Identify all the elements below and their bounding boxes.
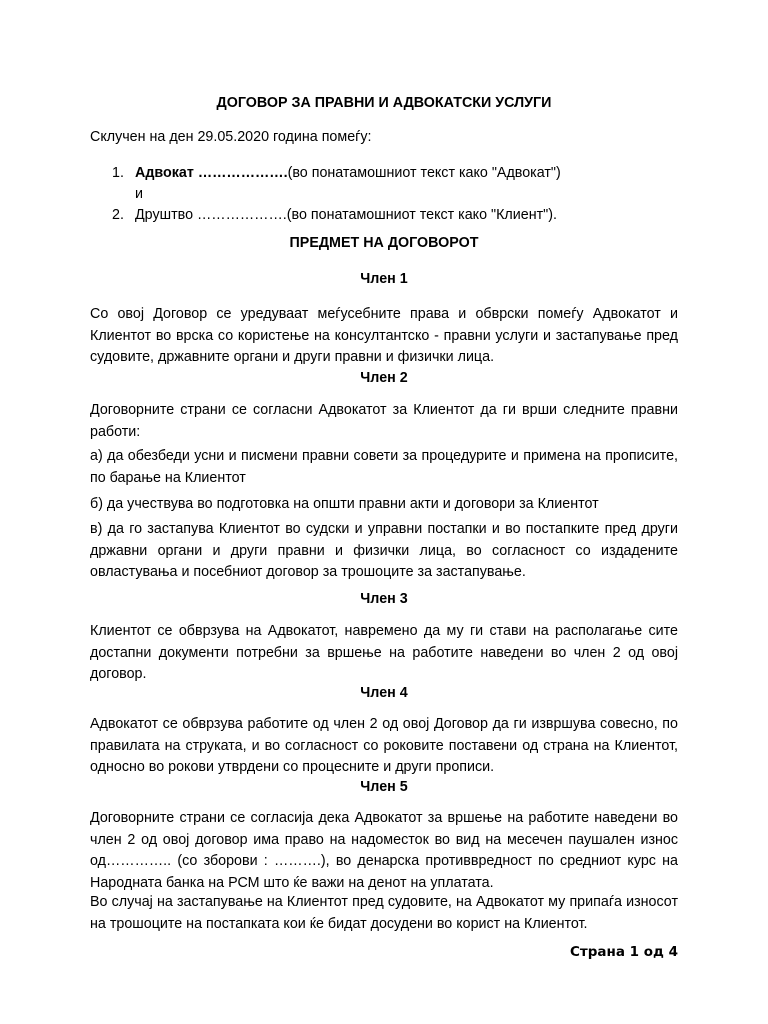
party-conjunction-row (90, 184, 678, 205)
article-4-heading: Член 4 (360, 685, 408, 701)
page-number: Страна 1 од 4 (569, 944, 678, 960)
article-2-item-a: а) да обезбеди усни и писмени правни совети за процедурите и примена на прописите, по барање на Клиентот (90, 448, 678, 486)
article-5-heading: Член 5 (360, 779, 408, 795)
article-2-item-b: б) да учествува во подготовка на општи правни акти и договори за Клиентот (90, 496, 599, 512)
document-title: ДОГОВОР ЗА ПРАВНИ И АДВОКАТСКИ УСЛУГИ (216, 95, 552, 111)
article-5-text: Договорните страни се согласија дека Адвокатот за вршење на работите наведени во член 2 од овој договор има право на надоместок во вид на месечен паушален износ од………….. (со зборови : ……….), во денарска противвредност по средниот курс на Народната банка на РСМ што ќе важи на денот на уплатата. (90, 810, 678, 891)
document-page (90, 0, 678, 1024)
party-1-description: (во понатамошниот текст како "Адвокат") (287, 165, 561, 181)
article-1-text: Со овој Договор се уредуваат меѓусебните права и обврски помеѓу Адвокатот и Клиентот во врска со користење на консултантско - правни услуги и застапување пред судовите, државните органи и други правни и физички лица. (90, 306, 678, 365)
article-2-item-c: в) да го застапува Клиентот во судски и управни постапки и во постапките пред други државни органи и други правни и физички лица, во согласност со издадените овластувања и посебниот договор за трошоците за застапување. (90, 521, 678, 580)
article-1-heading: Член 1 (360, 271, 408, 287)
article-2-text: Договорните страни се согласни Адвокатот за Клиентот да ги врши следните правни работи: (90, 402, 678, 440)
party-2-name: Друштво ………………. (135, 207, 287, 223)
article-5-text-2: Во случај на застапување на Клиентот пред судовите, на Адвокатот му припаѓа износот на трошоците на постапката кои ќе бидат досудени во корист на Клиентот. (90, 894, 678, 932)
party-1-name: Адвокат ………………. (135, 165, 288, 181)
section-title: ПРЕДМЕТ НА ДОГОВОРОТ (289, 235, 479, 251)
article-3-text: Клиентот се обврзува на Адвокатот, навремено да му ги стави на располагање сите достапни документи потребни за вршење на работите наведени во член 2 од овој договор. (90, 623, 678, 682)
party-2-description: (во понатамошниот текст како "Клиент"). (286, 207, 557, 223)
article-2-heading: Член 2 (360, 370, 408, 386)
parties-list (90, 163, 678, 226)
article-3-heading: Член 3 (360, 591, 408, 607)
party-conjunction: и (135, 186, 143, 202)
article-4-text: Адвокатот се обврзува работите од член 2 од овој Договор да ги извршува совесно, по правилата на струката, и во согласност со роковите поставени од страна на Клиентот, односно во рокови утврдени со процесните и други прописи. (90, 716, 678, 775)
party-2-number: 2. (112, 207, 124, 223)
intro-line: Склучен на ден 29.05.2020 година помеѓу: (90, 129, 372, 145)
party-1-number: 1. (112, 165, 124, 181)
party-item-1 (90, 163, 678, 184)
party-item-2 (90, 205, 678, 226)
